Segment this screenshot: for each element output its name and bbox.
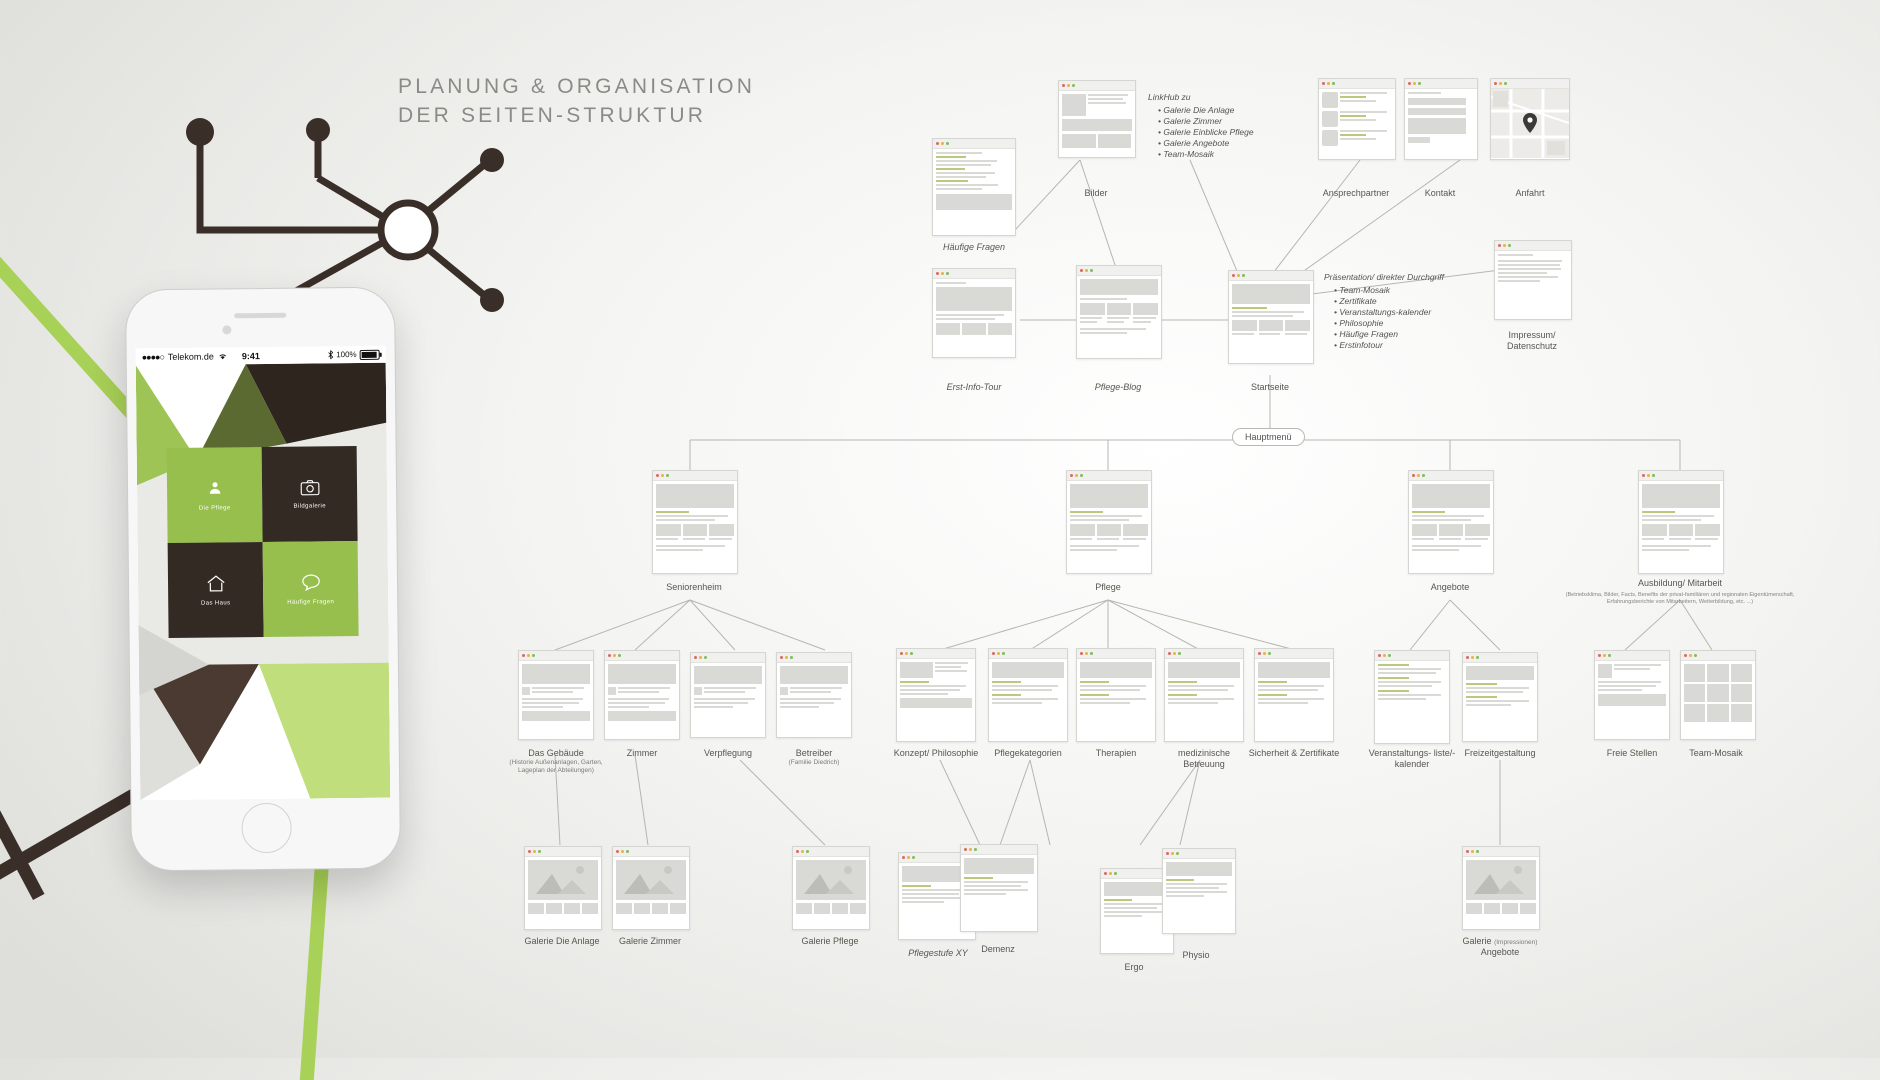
tile-label: Häufige Fragen bbox=[287, 598, 335, 606]
wireframe-demenz[interactable] bbox=[960, 844, 1038, 932]
caption-galerie-angebote bbox=[1440, 936, 1560, 958]
wireframe-team-mosaik[interactable] bbox=[1680, 650, 1756, 740]
wireframe-zimmer[interactable] bbox=[604, 650, 680, 740]
page-title-line-2: DER SEITEN-STRUKTUR bbox=[398, 104, 707, 127]
tile-label: Die Pflege bbox=[198, 504, 231, 512]
caption-startseite: Startseite bbox=[1250, 382, 1290, 392]
note-item: • Team-Mosaik bbox=[1334, 285, 1444, 296]
wireframe-konzept-philosophie[interactable] bbox=[896, 648, 976, 742]
note-item: • Veranstaltungs-kalender bbox=[1334, 307, 1444, 318]
caption-galerie-pflege: Galerie Pflege bbox=[801, 936, 859, 946]
note-ausbildung: (Betriebsklima, Bilder, Facts, Benefits der privat-familiären und regionalen Eigentümerschaft, Erfahrungsberichte von Mitarbeitern, Weiterbildung, etc. ...) bbox=[1565, 592, 1795, 605]
wireframe-erst-info-tour[interactable] bbox=[932, 268, 1016, 358]
caption-betreiber bbox=[772, 748, 856, 767]
caption-pflegestufe-xy: Pflegestufe XY bbox=[908, 948, 968, 958]
wireframe-ansprechpartner[interactable] bbox=[1318, 78, 1396, 160]
wireframe-haeufige-fragen[interactable] bbox=[932, 138, 1016, 236]
wireframe-galerie-zimmer[interactable] bbox=[612, 846, 690, 930]
wireframe-angebote[interactable] bbox=[1408, 470, 1494, 574]
image-placeholder-icon bbox=[1466, 860, 1536, 900]
caption-zimmer: Zimmer bbox=[626, 748, 658, 758]
caption-kontakt: Kontakt bbox=[1424, 188, 1456, 198]
caption-erst-info-tour: Erst-Info-Tour bbox=[946, 382, 1002, 392]
image-placeholder-icon bbox=[616, 860, 686, 900]
caption-bilder: Bilder bbox=[1084, 188, 1108, 198]
wireframe-bilder[interactable] bbox=[1058, 80, 1136, 158]
carrier-label: Telekom.de bbox=[167, 351, 214, 362]
caption-konzept-philosophie: Konzept/ Philosophie bbox=[893, 748, 979, 758]
hauptmenu-hub[interactable]: Hauptmenü bbox=[1232, 428, 1305, 446]
caption-galerie-zimmer: Galerie Zimmer bbox=[618, 936, 681, 946]
caption-label-2: Angebote bbox=[1480, 947, 1520, 957]
note-linkhub-heading: LinkHub zu bbox=[1148, 92, 1191, 102]
caption-label: Galerie bbox=[1462, 936, 1492, 946]
wireframe-physio[interactable] bbox=[1162, 848, 1236, 934]
note-item: • Galerie Die Anlage bbox=[1158, 105, 1278, 116]
caption-sublabel: (Familie Diedrich) bbox=[788, 759, 840, 766]
caption-sublabel: (Historie Außenanlagen, Garten, Lageplan der Abteilungen) bbox=[509, 759, 603, 774]
caption-verpflegung: Verpflegung bbox=[703, 748, 753, 758]
wireframe-sicherheit-zertifikate[interactable] bbox=[1254, 648, 1334, 742]
caption-physio: Physio bbox=[1182, 950, 1210, 960]
wireframe-ausbildung[interactable] bbox=[1638, 470, 1724, 574]
tile-label: Bildgalerie bbox=[293, 502, 326, 510]
caption-galerie-die-anlage: Galerie Die Anlage bbox=[524, 936, 600, 946]
caption-das-gebaeude bbox=[498, 748, 614, 775]
wireframe-kontakt[interactable] bbox=[1404, 78, 1478, 160]
wireframe-therapien[interactable] bbox=[1076, 648, 1156, 742]
note-praesentation bbox=[1324, 272, 1444, 351]
note-item: • Erstinfotour bbox=[1334, 340, 1444, 351]
caption-ergo: Ergo bbox=[1124, 962, 1144, 972]
caption-freie-stellen: Freie Stellen bbox=[1606, 748, 1658, 758]
caption-demenz: Demenz bbox=[981, 944, 1015, 954]
caption-veranstaltungsliste: Veranstaltungs- liste/-kalender bbox=[1368, 748, 1456, 769]
caption-ansprechpartner: Ansprechpartner bbox=[1322, 188, 1390, 198]
wireframe-freie-stellen[interactable] bbox=[1594, 650, 1670, 740]
caption-haeufige-fragen: Häufige Fragen bbox=[942, 242, 1006, 252]
caption-medizinische-betreuung: medizinische Betreuung bbox=[1177, 748, 1231, 769]
wireframe-galerie-angebote[interactable] bbox=[1462, 846, 1540, 930]
image-placeholder-icon bbox=[796, 860, 866, 900]
note-item: • Galerie Zimmer bbox=[1158, 116, 1278, 127]
map-graphic bbox=[1491, 89, 1569, 158]
wireframe-galerie-pflege[interactable] bbox=[792, 846, 870, 930]
note-item: • Zertifikate bbox=[1334, 296, 1444, 307]
wireframe-medizinische-betreuung[interactable] bbox=[1164, 648, 1244, 742]
note-item: • Häufige Fragen bbox=[1334, 329, 1444, 340]
caption-pflegekategorien: Pflegekategorien bbox=[994, 748, 1062, 758]
wireframe-betreiber[interactable] bbox=[776, 652, 852, 738]
clock-label: 9:41 bbox=[241, 350, 260, 361]
caption-sublabel: (Impressionen) bbox=[1494, 939, 1538, 946]
caption-sicherheit-zertifikate: Sicherheit & Zertifikate bbox=[1248, 748, 1340, 758]
note-item: • Galerie Angebote bbox=[1158, 138, 1278, 149]
caption-ausbildung: Ausbildung/ Mitarbeit bbox=[1637, 578, 1723, 588]
wireframe-pflege[interactable] bbox=[1066, 470, 1152, 574]
tile-label: Das Haus bbox=[200, 599, 231, 607]
wireframe-impressum[interactable] bbox=[1494, 240, 1572, 320]
image-placeholder-icon bbox=[528, 860, 598, 900]
wireframe-startseite[interactable] bbox=[1228, 270, 1314, 364]
wireframe-seniorenheim[interactable] bbox=[652, 470, 738, 574]
caption-angebote: Angebote bbox=[1430, 582, 1470, 592]
note-praesentation-heading: Präsentation/ direkter Durchgriff bbox=[1324, 272, 1444, 282]
note-item: • Team-Mosaik bbox=[1158, 149, 1278, 160]
note-item: • Galerie Einblicke Pflege bbox=[1158, 127, 1278, 138]
signal-dots: ●●●●○ bbox=[141, 351, 164, 362]
caption-anfahrt: Anfahrt bbox=[1515, 188, 1545, 198]
caption-label: Betreiber bbox=[795, 748, 833, 758]
caption-pflege-blog: Pflege-Blog bbox=[1094, 382, 1142, 392]
caption-impressum: Impressum/ Datenschutz bbox=[1506, 330, 1558, 351]
wireframe-anfahrt[interactable] bbox=[1490, 78, 1570, 160]
caption-team-mosaik: Team-Mosaik bbox=[1689, 748, 1743, 758]
caption-seniorenheim: Seniorenheim bbox=[666, 582, 722, 592]
caption-pflege: Pflege bbox=[1095, 582, 1121, 592]
wireframe-pflegekategorien[interactable] bbox=[988, 648, 1068, 742]
wireframe-das-gebaeude[interactable] bbox=[518, 650, 594, 740]
wireframe-veranstaltungsliste[interactable] bbox=[1374, 650, 1450, 744]
wireframe-pflege-blog[interactable] bbox=[1076, 265, 1162, 359]
battery-percent-label: 100% bbox=[336, 350, 357, 360]
wireframe-verpflegung[interactable] bbox=[690, 652, 766, 738]
note-linkhub bbox=[1148, 92, 1278, 160]
caption-therapien: Therapien bbox=[1095, 748, 1137, 758]
caption-label: Das Gebäude bbox=[528, 748, 584, 758]
caption-freizeitgestaltung: Freizeitgestaltung bbox=[1464, 748, 1536, 758]
note-item: • Philosophie bbox=[1334, 318, 1444, 329]
page-title-line-1: PLANUNG & ORGANISATION bbox=[398, 75, 756, 98]
wireframe-galerie-die-anlage[interactable] bbox=[524, 846, 602, 930]
wireframe-freizeitgestaltung[interactable] bbox=[1462, 652, 1538, 742]
